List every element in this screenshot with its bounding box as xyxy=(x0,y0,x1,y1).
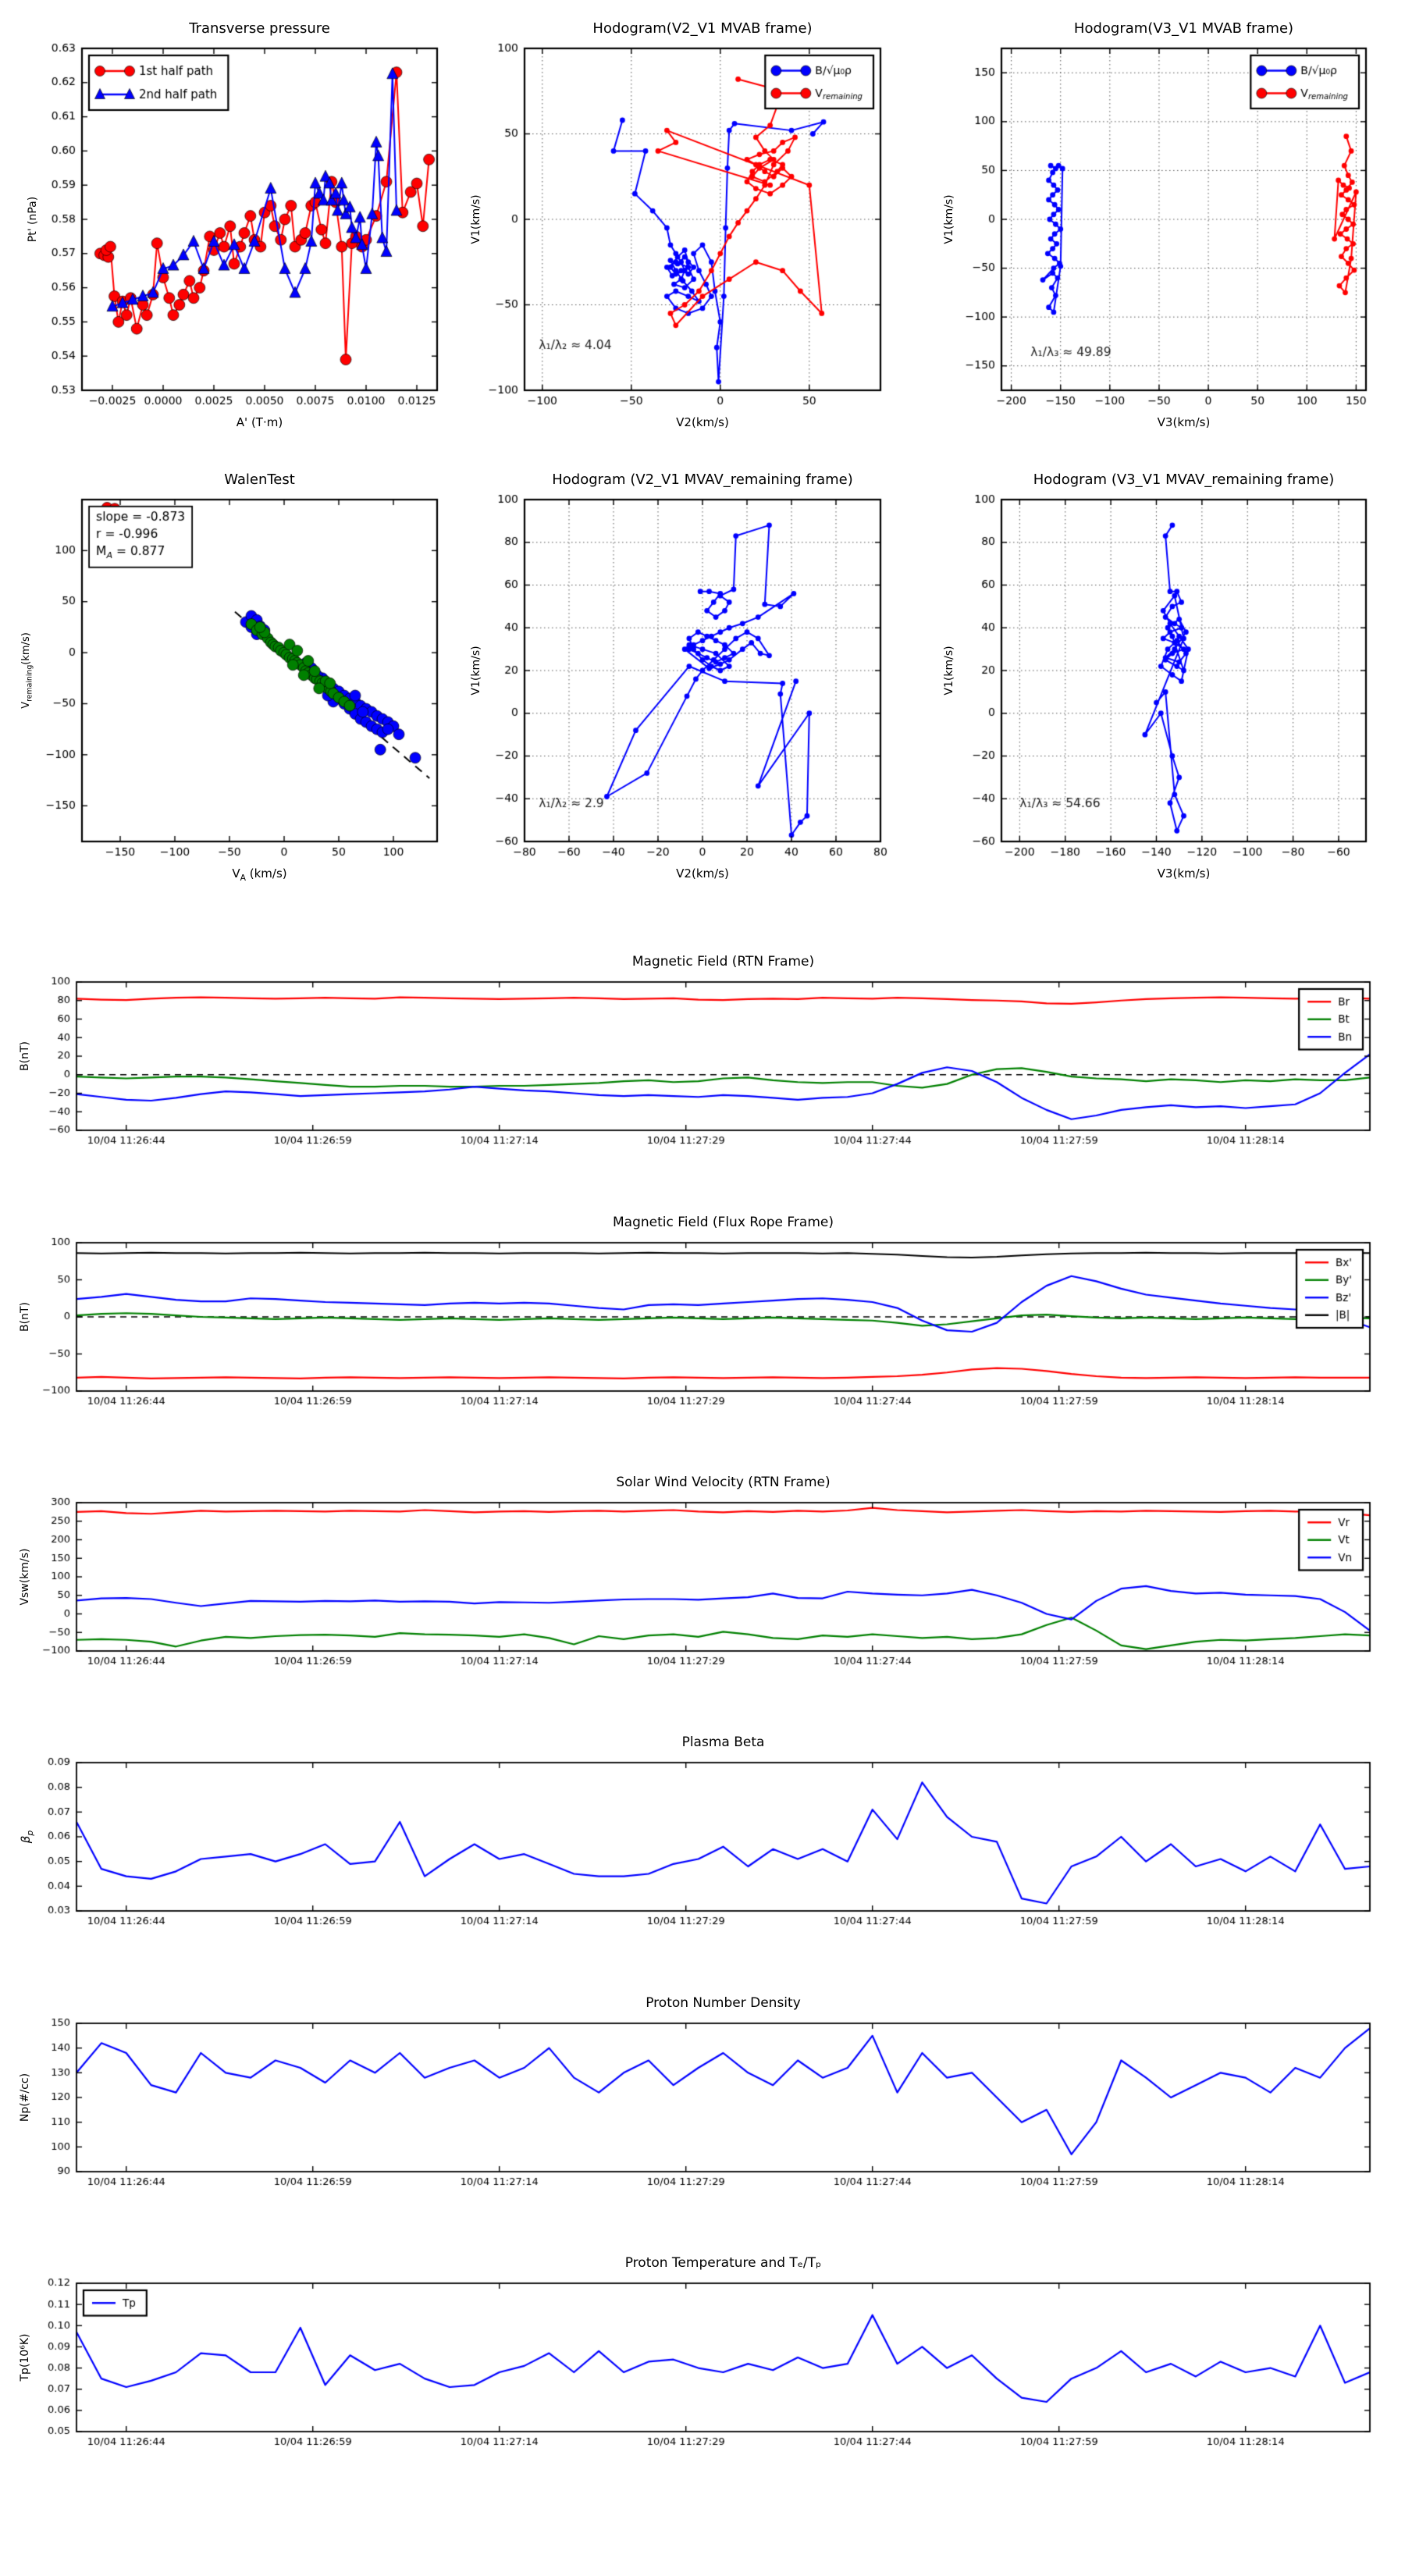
title-magnetic-field-flux-rope: Magnetic Field (Flux Rope Frame) xyxy=(613,1215,834,1230)
title-plasma-beta: Plasma Beta xyxy=(681,1735,765,1750)
xlabel-v3-top: V3(km/s) xyxy=(1157,415,1211,429)
title-hodogram-v2v1-mvab: Hodogram(V2_V1 MVAB frame) xyxy=(592,20,813,37)
title-solar-wind-velocity: Solar Wind Velocity (RTN Frame) xyxy=(616,1475,831,1490)
xlabel-v3-mid: V3(km/s) xyxy=(1157,866,1211,881)
ylabel-np: Np(#/cc) xyxy=(19,2073,31,2122)
title-hodogram-v2v1-mvav: Hodogram (V2_V1 MVAV_remaining frame) xyxy=(552,471,853,488)
ylabel-b-flux-rope: B(nT) xyxy=(19,1302,31,1332)
title-proton-number-density: Proton Number Density xyxy=(646,1995,801,2011)
ylabel-vsw: Vsw(km/s) xyxy=(19,1548,31,1606)
ylabel-beta-p: $\beta_p$ xyxy=(19,1830,35,1844)
ylabel-v1-mid-right: V1(km/s) xyxy=(943,646,955,696)
ylabel-tp: Tp(10⁶K) xyxy=(19,2333,31,2382)
ylabel-v1-mid-mid: V1(km/s) xyxy=(470,646,482,696)
xlabel-v2-mid: V2(km/s) xyxy=(676,866,729,881)
title-magnetic-field-rtn: Magnetic Field (RTN Frame) xyxy=(631,954,815,970)
xlabel-a-prime: A' (T·m) xyxy=(236,415,283,429)
ylabel-pt-npa: Pt' (nPa) xyxy=(27,196,39,243)
xlabel-v2-top: V2(km/s) xyxy=(676,415,729,429)
ylabel-b-rtn: B(nT) xyxy=(19,1041,31,1071)
ylabel-v-remaining: $V_{remaining}(km/s)$ xyxy=(20,632,34,709)
title-walen-test: WalenTest xyxy=(224,471,295,488)
xlabel-va: $V_A$ (km/s) xyxy=(232,866,287,883)
title-transverse-pressure: Transverse pressure xyxy=(189,20,330,37)
ylabel-v1-top-mid: V1(km/s) xyxy=(470,194,482,244)
ylabel-v1-top-right: V1(km/s) xyxy=(943,194,955,244)
title-proton-temperature: Proton Temperature and Tₑ/Tₚ xyxy=(624,2255,822,2271)
title-hodogram-v3v1-mvav: Hodogram (V3_V1 MVAV_remaining frame) xyxy=(1033,471,1335,488)
title-hodogram-v3v1-mvab: Hodogram(V3_V1 MVAB frame) xyxy=(1073,20,1294,37)
